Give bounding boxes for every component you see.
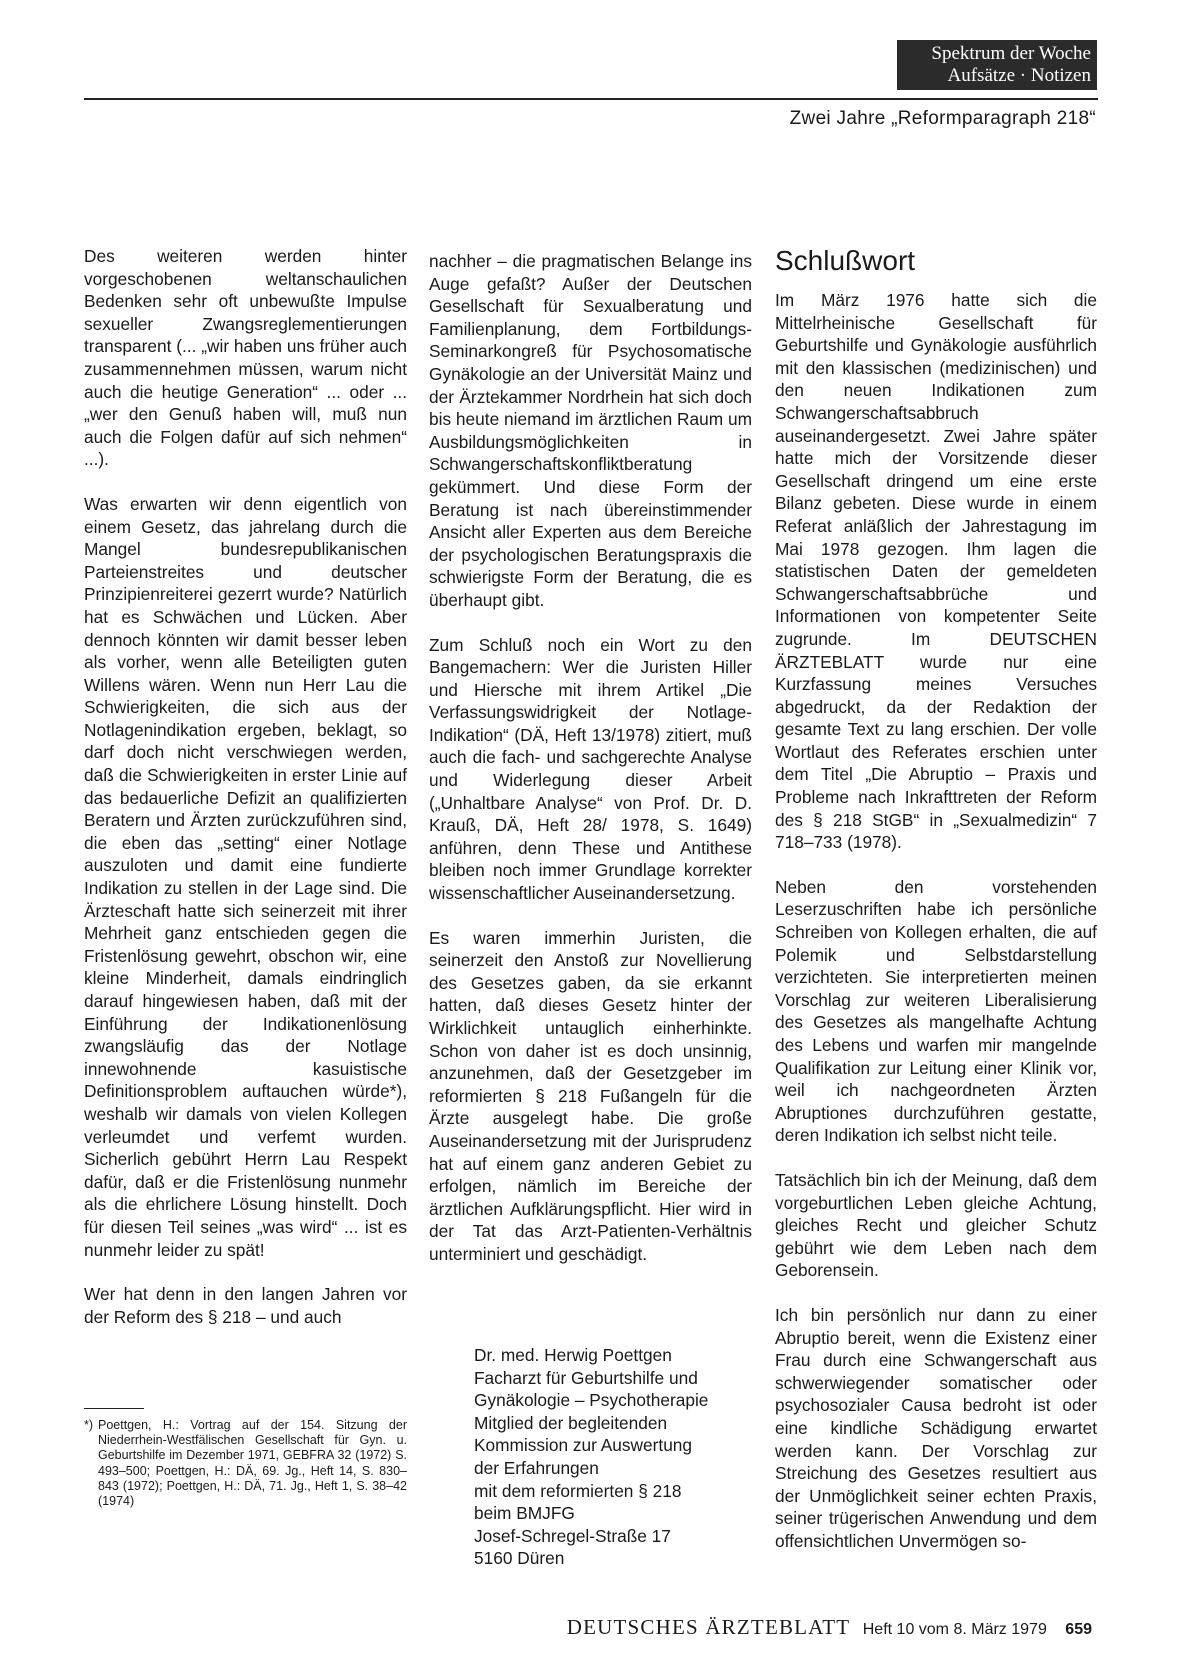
signature-line: Josef-Schregel-Straße 17 (474, 1525, 671, 1546)
signature-line: Gynäkologie – Psychotherapie (474, 1390, 709, 1411)
signature-line: mit dem reformierten § 218 (474, 1480, 682, 1501)
header-rule (84, 98, 1098, 100)
running-title: Zwei Jahre „Reformparagraph 218“ (789, 108, 1096, 129)
paragraph: Ich bin persönlich nur dann zu einer Abruptio bereit, wenn die Existenz einer Frau durch eine Schwangerschaft aus schwerwiegender somatischer oder psychosozialer Causa bedroht ist oder eine kindliche Schädigung erwartet werden kann. Der Vorschlag zur Streichung des Gesetzes resultiert aus der Unmöglichkeit seiner echten Praxis, seiner trügerischen Anwendung und dem offensichtlichen Unvermögen so- (775, 1304, 1097, 1551)
footnote-mark: *) (84, 1418, 94, 1432)
author-signature (474, 1344, 764, 1570)
issue-info: Heft 10 vom 8. März 1979 (862, 1621, 1047, 1638)
section-heading: Schlußwort (775, 245, 916, 276)
footnote (84, 1418, 407, 1509)
paragraph: Was erwarten wir denn eigentlich von einem Gesetz, das jahrelang durch die Mangel bundesrepublikanischen Parteienstreites und deutscher Prinzipienreiterei gezerrt wurde? Natürlich hat es Schwächen und Lücken. Aber dennoch könnten wir damit besser leben als vorher, wenn alle Beteiligten guten Willens wären. Wenn nun Herr Lau die Schwierigkeiten, die sich aus der Notlagenindikation ergeben, beklagt, so darf doch nicht verschwiegen werden, daß die Schwierigkeiten in erster Linie auf das bedauerliche Defizit an qualifizierten Beratern und Ärzten zurückzuführen sind, die eben das „setting“ einer Notlage auszuloten und damit eine fundierte Indikation zu stellen in der Lage sind. Die Ärzteschaft hatte sich seinerzeit mit ihrer Mehrheit ganz entschieden gegen die Fristenlösung gewehrt, obschon wir, eine kleine Minderheit, damals eindringlich darauf hingewiesen haben, daß mit der Einführung der Indikationenlösung zwangsläufig das der Notlage innewohnende kasuistische Definitionsproblem auftauchen würde*), weshalb wir damals von vielen Kollegen verleumdet und verfemt wurden. Sicherlich gebührt Herrn Lau Respekt dafür, daß er die Fristenlösung nunmehr als die ehrlichere Lösung hinstellt. Doch für diesen Teil seines „was wird“ ... ist es nunmehr leider zu spät! (84, 493, 407, 1260)
page-number: 659 (1065, 1621, 1092, 1638)
journal-name: DEUTSCHES ÄRZTEBLATT (566, 1615, 851, 1639)
paragraph: Zum Schluß noch ein Wort zu den Bangemachern: Wer die Juristen Hiller und Hiersche mit ihrem Artikel „Die Verfassungswidrigkeit der Notlage-Indikation“ (DÄ, Heft 13/1978) zitiert, muß auch die fach- und sachgerechte Analyse und Widerlegung dieser Arbeit („Unhaltbare Analyse“ von Prof. Dr. D. Krauß, DÄ, Heft 28/ 1978, S. 1649) anführen, denn These und Antithese bleiben noch immer Grundlage korrekter wissenschaftlicher Auseinandersetzung. (429, 634, 752, 904)
signature-line: beim BMJFG (474, 1503, 575, 1524)
footnote-text: Poettgen, H.: Vortrag auf der 154. Sitzung der Niederrhein-Westfälischen Gesellschaft für Gyn. u. Geburtshilfe im Dezember 1971, GEBFRA 32 (1972) S. 493–500; Poettgen, H.: DÄ, 69. Jg., Heft 14, S. 830–843 (1972); Poettgen, H.: DÄ, 71. Jg., Heft 1, S. 38–42 (1974) (98, 1418, 407, 1509)
signature-line: 5160 Düren (474, 1548, 565, 1569)
paragraph: Es waren immerhin Juristen, die seinerzeit den Anstoß zur Novellierung des Gesetzes gaben, da sie erkannt hatten, daß dieses Gesetz hinter der Wirklichkeit untauglich einherhinkte. Schon von daher ist es doch unsinnig, anzunehmen, daß der Gesetzgeber im reformierten § 218 Fußangeln für die Ärzte ausgelegt habe. Die große Auseinandersetzung mit der Jurisprudenz hat auf einem ganz anderen Gebiet zu erfolgen, nämlich im Bereiche der ärztlichen Aufklärungspflicht. Hier wird in der Tat das Arzt-Patienten-Verhältnis unterminiert und geschädigt. (429, 927, 752, 1264)
paragraph: Des weiteren werden hinter vorgeschobenen weltanschaulichen Bedenken sehr oft unbewußte Impulse sexueller Zwangsreglementierungen transparent (... „wir haben uns früher auch zusammennehmen müssen, warum nicht auch die heutige Generation“ ... oder ... „wer den Genuß haben will, muß nun auch die Folgen dafür auf sich nehmen“ ...). (84, 246, 407, 470)
column-3 (775, 245, 1097, 1574)
paragraph: Neben den vorstehenden Leserzuschriften habe ich persönliche Schreiben von Kollegen erhalten, die auf Polemik und Selbstdarstellung verzichteten. Sie interpretierten meinen Vorschlag zur weiteren Liberalisierung des Gesetzes als mangelhafte Achtung des Lebens und warfen mir mangelnde Qualifikation zur Leitung einer Klinik vor, weil ich nachgeordneten Ärzten Abruptiones durchzuführen gestatte, deren Indikation ich selbst nicht teile. (775, 876, 1097, 1146)
signature-line: Mitglied der begleitenden (474, 1412, 668, 1433)
paragraph: Wer hat denn in den langen Jahren vor der Reform des § 218 – und auch (84, 1284, 407, 1327)
paragraph: Tatsächlich bin ich der Meinung, daß dem vorgeburtlichen Leben gleiche Achtung, gleiches Recht und gleicher Schutz gebührt wie dem Leben nach dem Geborensein. (775, 1169, 1097, 1281)
signature-line: Kommission zur Auswertung (474, 1435, 693, 1456)
paragraph: Im März 1976 hatte sich die Mittelrheinische Gesellschaft für Geburtshilfe und Gynäkologie ausführlich mit den klassischen (medizinischen) und den neuen Indikationen zum Schwangerschaftsabbruch auseinandergesetzt. Zwei Jahre später hatte mich der Vorsitzende dieser Gesellschaft dringend um eine erste Bilanz gebeten. Diese wurde in einem Referat anläßlich der Jahrestagung im Mai 1978 gezogen. Ihm lagen die statistischen Daten der gemeldeten Schwangerschaftsabbrüche und Informationen von kompetenter Seite zugrunde. Im DEUTSCHEN ÄRZTEBLATT wurde nur eine Kurzfassung meines Versuches abgedruckt, da der Redaktion der gesamte Text zu lang erschien. Der volle Wortlaut des Referates erschien unter dem Titel „Die Abruptio – Praxis und Probleme nach Inkrafttreten der Reform des § 218 StGB“ in „Sexualmedizin“ 7 718–733 (1978). (775, 290, 1097, 853)
signature-line: der Erfahrungen (474, 1457, 599, 1478)
paragraph: nachher – die pragmatischen Belange ins Auge gefaßt? Außer der Deutschen Gesellschaft für Sexualberatung und Familienplanung, dem Fortbildungs-Seminarkongreß für Psychosomatische Gynäkologie an der Universität Mainz und der Ärztekammer Nordrhein hat sich doch bis heute niemand im ärztlichen Raum um Ausbildungsmöglichkeiten in Schwangerschaftskonfliktberatung gekümmert. Und diese Form der Beratung ist nach übereinstimmender Ansicht aller Experten aus dem Bereiche der psychologischen Beratungspraxis die schwierigste Form der Beratung, die es überhaupt gibt. (429, 251, 752, 610)
signature-line: Facharzt für Geburtshilfe und (474, 1367, 698, 1388)
badge-line-2: Aufsätze · Notizen (947, 65, 1091, 86)
page-footer (567, 1615, 1092, 1640)
section-badge (897, 40, 1097, 90)
column-2 (429, 250, 752, 1288)
column-1 (84, 245, 407, 1350)
footnote-rule (84, 1408, 144, 1409)
badge-line-1: Spektrum der Woche (931, 43, 1091, 64)
signature-line: Dr. med. Herwig Poettgen (474, 1345, 672, 1365)
